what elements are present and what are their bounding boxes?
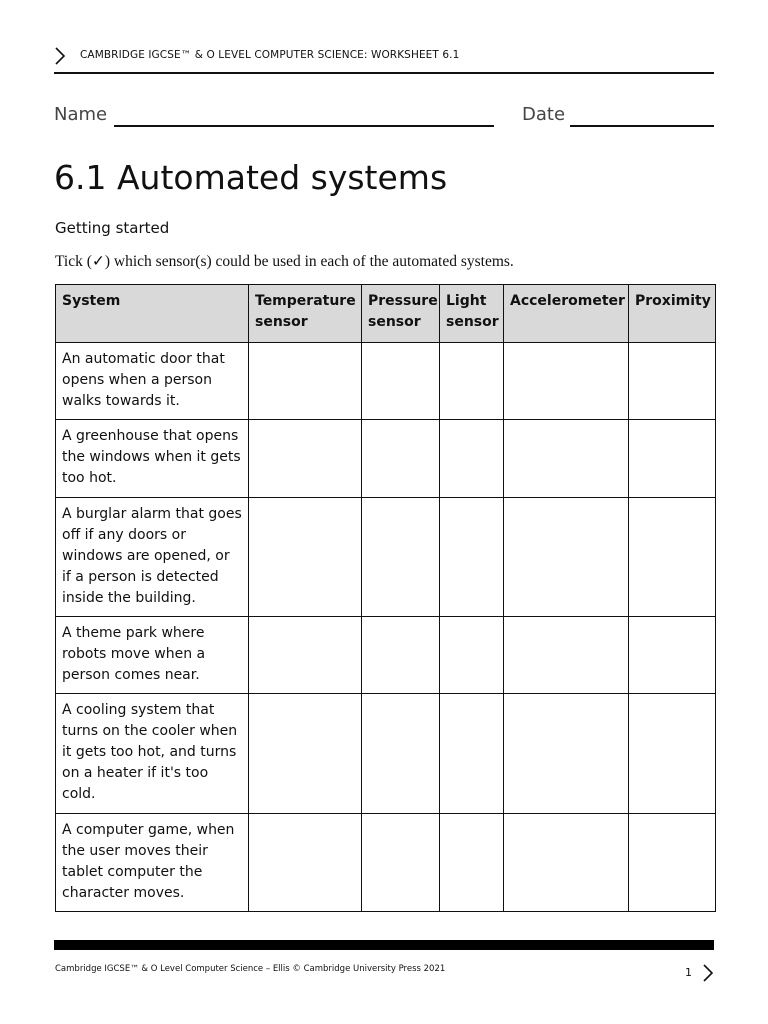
chevron-right-icon [54,46,66,66]
tick-cell[interactable] [504,814,629,912]
section-subtitle: Getting started [55,219,170,237]
tick-cell[interactable] [629,498,716,617]
tick-cell[interactable] [440,420,504,498]
tick-cell[interactable] [629,814,716,912]
column-header: Proximity [629,285,716,343]
system-cell: An automatic door that opens when a person walks towards it. [56,343,249,420]
system-cell: A greenhouse that opens the windows when it gets too hot. [56,420,249,498]
tick-cell[interactable] [504,617,629,694]
tick-cell[interactable] [249,420,362,498]
system-cell: A theme park where robots move when a person comes near. [56,617,249,694]
tick-cell[interactable] [629,420,716,498]
column-header: System [56,285,249,343]
system-cell: A burglar alarm that goes off if any doors or windows are opened, or if a person is detected inside the building. [56,498,249,617]
tick-cell[interactable] [249,617,362,694]
name-field[interactable] [114,125,494,127]
column-header: Pressure sensor [362,285,440,343]
column-header: Temperature sensor [249,285,362,343]
tick-cell[interactable] [440,617,504,694]
system-cell: A cooling system that turns on the cooler when it gets too hot, and turns on a heater if it's too cold. [56,694,249,814]
tick-cell[interactable] [362,617,440,694]
chevron-right-icon [703,963,713,983]
table-row [56,343,716,420]
tick-cell[interactable] [440,343,504,420]
tick-cell[interactable] [504,420,629,498]
tick-cell[interactable] [362,814,440,912]
name-label: Name [54,104,108,125]
table-header-row [56,285,716,343]
tick-cell[interactable] [249,343,362,420]
table-row [56,420,716,498]
tick-cell[interactable] [249,814,362,912]
tick-cell[interactable] [504,498,629,617]
tick-cell[interactable] [504,694,629,814]
tick-cell[interactable] [362,343,440,420]
tick-cell[interactable] [440,814,504,912]
tick-cell[interactable] [362,420,440,498]
table-row [56,617,716,694]
tick-cell[interactable] [629,343,716,420]
page-title: 6.1 Automated systems [54,158,448,197]
column-header: Accelerometer [504,285,629,343]
tick-cell[interactable] [362,498,440,617]
tick-cell[interactable] [249,498,362,617]
date-field[interactable] [570,125,714,127]
tick-cell[interactable] [629,694,716,814]
page-number: 1 [685,966,692,979]
sensor-table [55,284,716,912]
table-row [56,814,716,912]
table-row [56,694,716,814]
tick-cell[interactable] [249,694,362,814]
tick-cell[interactable] [440,498,504,617]
tick-cell[interactable] [362,694,440,814]
system-cell: A computer game, when the user moves their tablet computer the character moves. [56,814,249,912]
instruction-text: Tick (✓) which sensor(s) could be used in each of the automated systems. [55,253,514,270]
column-header: Light sensor [440,285,504,343]
date-label: Date [522,104,566,125]
header-title: CAMBRIDGE IGCSE™ & O LEVEL COMPUTER SCIENCE: WORKSHEET 6.1 [80,49,460,61]
tick-cell[interactable] [629,617,716,694]
tick-cell[interactable] [504,343,629,420]
table-row [56,498,716,617]
name-date-row [54,104,714,128]
tick-cell[interactable] [440,694,504,814]
footer-divider [54,940,714,950]
worksheet-header [54,44,714,74]
footer-copyright: Cambridge IGCSE™ & O Level Computer Science – Ellis © Cambridge University Press 2021 [55,964,446,974]
